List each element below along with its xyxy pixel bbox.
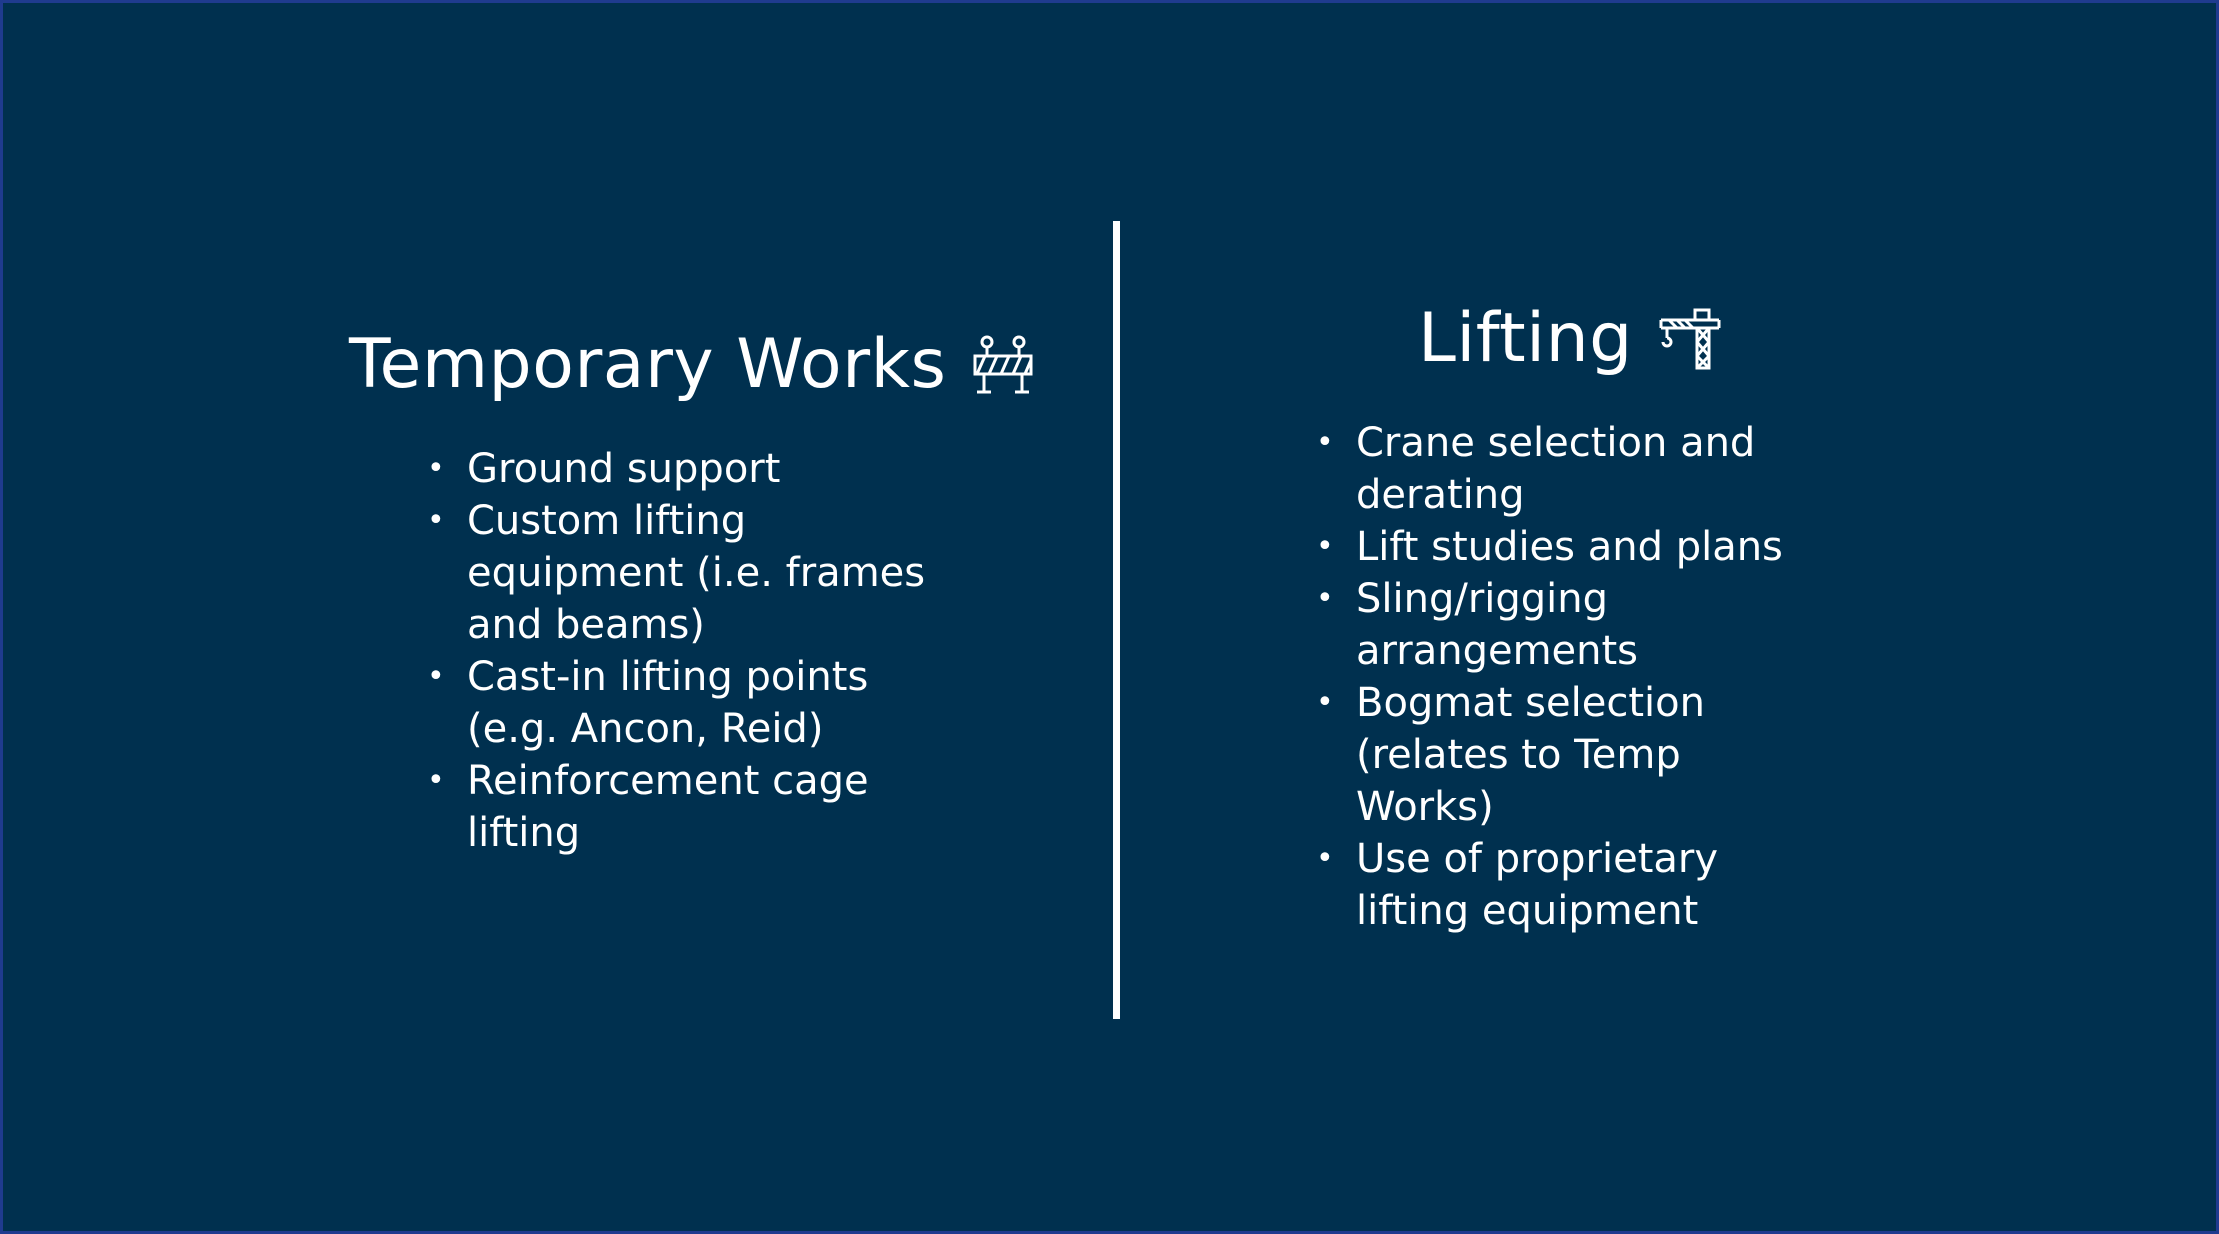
list-item-text: Crane selection and derating: [1356, 420, 1756, 518]
list-item-text: Use of proprietary lifting equipment: [1356, 836, 1719, 934]
temporary-works-heading: [349, 325, 1034, 404]
lifting-heading: [1418, 299, 1721, 378]
column-divider: [1113, 221, 1120, 1019]
temporary-works-list: [427, 443, 927, 859]
list-item: • Use of proprietary lifting equipment: [1316, 836, 1719, 934]
list-item-text: Sling/rigging arrangements: [1356, 576, 1639, 674]
list-item: • Custom lifting equipment (i.e. frames and beams): [427, 498, 926, 648]
crane-icon: [1659, 308, 1721, 370]
list-item-text: Custom lifting equipment (i.e. frames and beams): [467, 498, 926, 648]
slide: [3, 3, 2216, 1231]
list-item: • Sling/rigging arrangements: [1316, 576, 1639, 674]
lifting-title: Lifting: [1418, 299, 1633, 378]
barrier-icon: [972, 334, 1034, 396]
list-item: • Ground support: [427, 446, 781, 492]
list-item: • Crane selection and derating: [1316, 420, 1756, 518]
temporary-works-title: Temporary Works: [349, 325, 947, 404]
list-item-text: Lift studies and plans: [1356, 524, 1783, 570]
list-item: • Lift studies and plans: [1316, 524, 1783, 570]
list-item: • Reinforcement cage lifting: [427, 758, 869, 856]
list-item-text: Ground support: [467, 446, 781, 492]
list-item: • Cast-in lifting points (e.g. Ancon, Reid): [427, 654, 869, 752]
list-item-text: Bogmat selection (relates to Temp Works): [1356, 680, 1705, 830]
list-item-text: Cast-in lifting points (e.g. Ancon, Reid): [467, 654, 869, 752]
list-item-text: Reinforcement cage lifting: [467, 758, 869, 856]
list-item: • Bogmat selection (relates to Temp Works): [1316, 680, 1705, 830]
lifting-list: [1316, 417, 1796, 937]
